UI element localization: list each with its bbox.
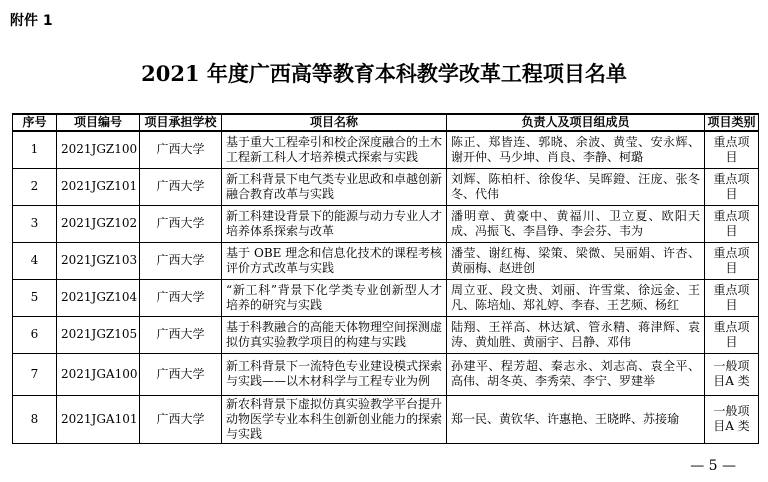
header-members: 负责人及项目组成员 — [447, 114, 705, 131]
row-code: 2021JGZ103 — [57, 242, 140, 279]
row-code: 2021JGA100 — [57, 353, 140, 395]
row-no: 6 — [13, 316, 57, 353]
header-category: 项目类别 — [705, 114, 759, 131]
table-row — [13, 353, 759, 395]
row-school: 广西大学 — [140, 353, 222, 395]
table-row — [13, 242, 759, 279]
row-project-name: 基于科教融合的高能天体物理空间探测虚拟仿真实验教学项目的构建与实践 — [222, 316, 447, 353]
row-code: 2021JGZ101 — [57, 168, 140, 205]
row-school: 广西大学 — [140, 316, 222, 353]
row-members: 郑一民、黄钦华、许惠艳、王晓晔、苏接瑜 — [447, 395, 705, 443]
row-category: 重点项目 — [705, 279, 759, 316]
row-category: 一般项目A 类 — [705, 395, 759, 443]
table-row — [13, 205, 759, 242]
header-code: 项目编号 — [57, 114, 140, 131]
row-school: 广西大学 — [140, 131, 222, 168]
row-category: 重点项目 — [705, 131, 759, 168]
row-members: 陈正、郑皆连、郭晓、余波、黄莹、安永辉、谢开仲、马少坤、肖良、李静、柯璐 — [447, 131, 705, 168]
row-code: 2021JGZ104 — [57, 279, 140, 316]
row-school: 广西大学 — [140, 205, 222, 242]
attachment-label: 附件 1 — [10, 13, 53, 29]
row-members: 潘莹、谢红梅、梁策、梁微、吴丽娟、许杏、黄丽梅、赵进创 — [447, 242, 705, 279]
row-no: 8 — [13, 395, 57, 443]
row-project-name: 基于 OBE 理念和信息化技术的课程考核评价方式改革与实践 — [222, 242, 447, 279]
row-school: 广西大学 — [140, 395, 222, 443]
row-members: 潘明章、黄豪中、黄福川、卫立夏、欧阳天成、冯振飞、李昌铮、李会芬、韦为 — [447, 205, 705, 242]
table-row — [13, 279, 759, 316]
row-category: 重点项目 — [705, 316, 759, 353]
row-project-name: “新工科”背景下化学类专业创新型人才培养的研究与实践 — [222, 279, 447, 316]
row-members: 孙建平、程芳超、秦志永、刘志高、袁全平、高伟、胡冬英、李秀荣、李宁、罗建举 — [447, 353, 705, 395]
row-no: 3 — [13, 205, 57, 242]
row-category: 重点项目 — [705, 205, 759, 242]
row-project-name: 新农科背景下虚拟仿真实验教学平台提升动物医学专业本科生创新创业能力的探索与实践 — [222, 395, 447, 443]
header-school: 项目承担学校 — [140, 114, 222, 131]
row-school: 广西大学 — [140, 279, 222, 316]
table-row — [13, 168, 759, 205]
page-number: — 5 — — [690, 458, 736, 474]
row-code: 2021JGZ100 — [57, 131, 140, 168]
row-members: 周立亚、段文贵、刘丽、许雪棠、徐远金、王凡、陈培灿、郑礼婷、李春、王艺频、杨红 — [447, 279, 705, 316]
row-code: 2021JGZ102 — [57, 205, 140, 242]
row-code: 2021JGA101 — [57, 395, 140, 443]
row-category: 重点项目 — [705, 242, 759, 279]
document-title: 2021 年度广西高等教育本科教学改革工程项目名单 — [141, 61, 627, 86]
row-no: 4 — [13, 242, 57, 279]
table-header-row — [13, 114, 759, 131]
table-row — [13, 131, 759, 168]
row-project-name: 新工科背景下一流特色专业建设模式探索与实践——以木材科学与工程专业为例 — [222, 353, 447, 395]
row-project-name: 新工科建设背景下的能源与动力专业人才培养体系探索与改革 — [222, 205, 447, 242]
project-table — [12, 113, 759, 444]
row-members: 刘辉、陈柏杆、徐俊华、吴晖鐙、汪庞、张冬冬、代伟 — [447, 168, 705, 205]
row-project-name: 新工科背景下电气类专业思政和卓越创新融合教育改革与实践 — [222, 168, 447, 205]
row-project-name: 基于重大工程牵引和校企深度融合的土木工程新工科人才培养模式探索与实践 — [222, 131, 447, 168]
table-row — [13, 395, 759, 443]
header-project-name: 项目名称 — [222, 114, 447, 131]
row-no: 2 — [13, 168, 57, 205]
row-school: 广西大学 — [140, 168, 222, 205]
row-no: 7 — [13, 353, 57, 395]
row-school: 广西大学 — [140, 242, 222, 279]
row-category: 一般项目A 类 — [705, 353, 759, 395]
row-no: 1 — [13, 131, 57, 168]
row-no: 5 — [13, 279, 57, 316]
row-code: 2021JGZ105 — [57, 316, 140, 353]
table-row — [13, 316, 759, 353]
row-category: 重点项目 — [705, 168, 759, 205]
row-members: 陆翔、王祥高、林达斌、管永精、蒋津辉、袁涛、黄灿胜、黄丽宇、吕静、邓伟 — [447, 316, 705, 353]
header-no: 序号 — [13, 114, 57, 131]
